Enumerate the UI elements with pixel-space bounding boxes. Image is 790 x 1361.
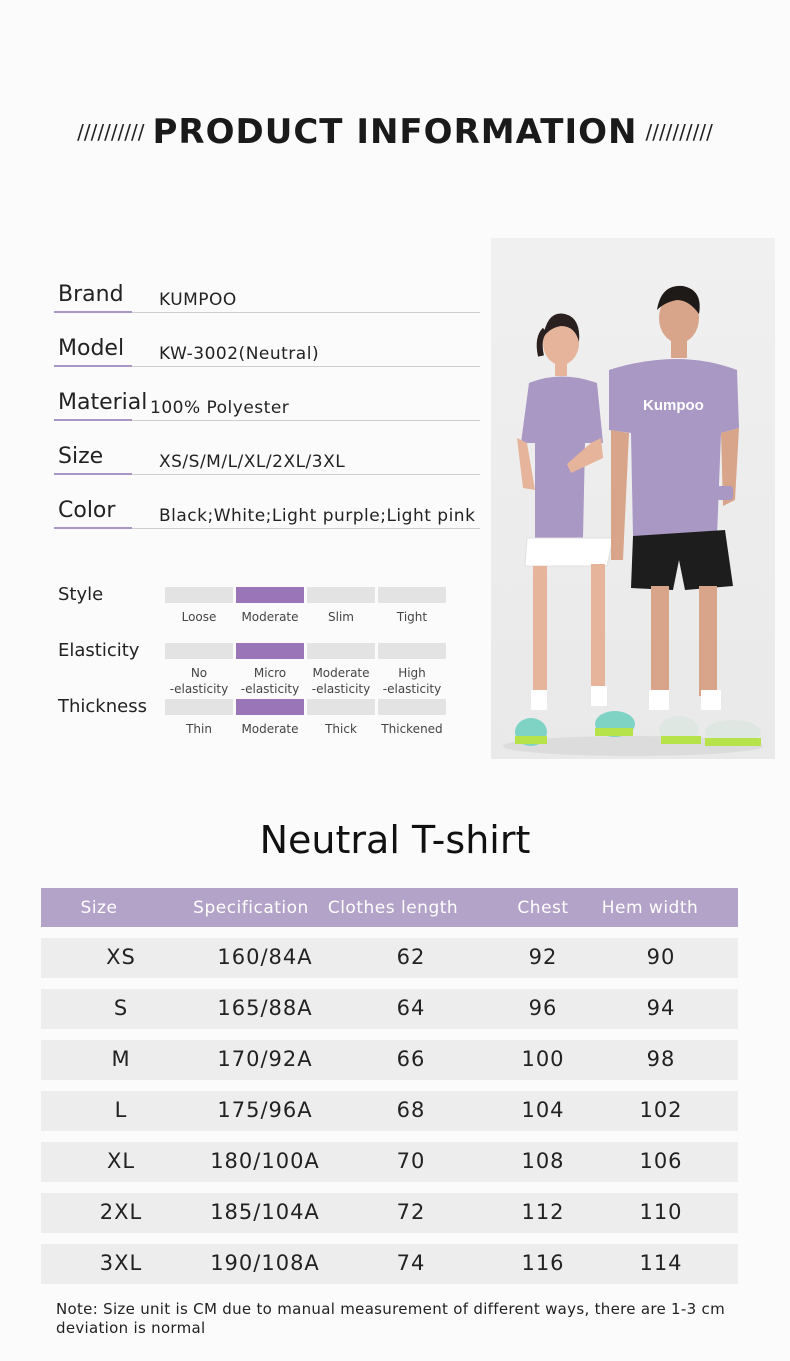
- table-cell: 64: [396, 996, 426, 1020]
- scale-segment: [307, 699, 375, 715]
- table-cell: 98: [646, 1047, 676, 1071]
- section-title: Neutral T-shirt: [259, 818, 531, 862]
- table-cell: 175/96A: [217, 1098, 313, 1122]
- male-model: [609, 286, 761, 746]
- table-cell: 74: [396, 1251, 426, 1275]
- table-cell: 108: [521, 1149, 565, 1173]
- product-photo: [491, 238, 775, 759]
- scale-option-label: Micro -elasticity: [240, 666, 300, 696]
- table-row: [41, 938, 738, 978]
- table-cell: 114: [639, 1251, 683, 1275]
- table-cell: 100: [521, 1047, 565, 1071]
- scale-option-label: Moderate: [241, 610, 299, 624]
- table-row: [41, 1091, 738, 1131]
- table-cell: 110: [639, 1200, 683, 1224]
- column-header-size: Size: [80, 898, 118, 918]
- spec-label: Model: [58, 336, 125, 361]
- spec-value: Black;White;Light purple;Light pink: [159, 506, 476, 526]
- table-row: [41, 1142, 738, 1182]
- scale-segment: [378, 699, 446, 715]
- table-cell: 170/92A: [217, 1047, 313, 1071]
- table-row: [41, 1040, 738, 1080]
- thickness-scale: [165, 699, 445, 736]
- table-cell: 94: [646, 996, 676, 1020]
- scale-option-label: Moderate -elasticity: [311, 666, 371, 696]
- table-cell: 92: [528, 945, 558, 969]
- spec-label-underline: [54, 527, 132, 529]
- spec-value: KW-3002(Neutral): [159, 344, 320, 364]
- table-cell: 2XL: [99, 1200, 143, 1224]
- table-cell: 160/84A: [217, 945, 313, 969]
- spec-label: Material: [58, 390, 148, 415]
- table-cell: 62: [396, 945, 426, 969]
- column-header-hem-width: Hem width: [601, 898, 699, 918]
- spec-label-underline: [54, 311, 132, 313]
- table-cell: 96: [528, 996, 558, 1020]
- scale-option-label: Loose: [181, 610, 217, 624]
- spec-value: KUMPOO: [159, 290, 237, 310]
- table-cell: M: [111, 1047, 131, 1071]
- scale-segment: [378, 643, 446, 659]
- spec-divider: [132, 528, 480, 529]
- scale-option-label: Moderate: [241, 722, 299, 736]
- scale-segment: [307, 587, 375, 603]
- table-cell: 70: [396, 1149, 426, 1173]
- decorative-slashes-left: //////////: [77, 120, 145, 144]
- scale-segment: [165, 643, 233, 659]
- scale-segment-selected: [236, 643, 304, 659]
- models-illustration: [491, 238, 775, 759]
- scale-segment-selected: [236, 699, 304, 715]
- spec-label-underline: [54, 473, 132, 475]
- column-header-chest: Chest: [517, 898, 569, 918]
- scale-segment: [307, 643, 375, 659]
- decorative-slashes-right: //////////: [645, 120, 713, 144]
- spec-label-underline: [54, 365, 132, 367]
- page-title: PRODUCT INFORMATION: [152, 112, 638, 152]
- table-cell: 68: [396, 1098, 426, 1122]
- scale-option-label: Thickened: [381, 722, 443, 736]
- table-cell: 72: [396, 1200, 426, 1224]
- table-row: [41, 989, 738, 1029]
- elasticity-scale: [165, 643, 445, 696]
- table-row: [41, 1244, 738, 1284]
- table-cell: 116: [521, 1251, 565, 1275]
- table-cell: 112: [521, 1200, 565, 1224]
- attr-label-thickness: Thickness: [58, 696, 147, 717]
- spec-value: 100% Polyester: [150, 398, 290, 418]
- spec-label: Color: [58, 498, 116, 523]
- scale-segment: [378, 587, 446, 603]
- spec-divider: [132, 366, 480, 367]
- shirt-logo-text: Kumpoo: [643, 397, 704, 414]
- scale-option-label: No -elasticity: [169, 666, 229, 696]
- table-cell: S: [113, 996, 129, 1020]
- scale-option-label: Tight: [396, 610, 428, 624]
- style-scale: [165, 587, 445, 624]
- table-cell: XL: [106, 1149, 136, 1173]
- table-cell: 104: [521, 1098, 565, 1122]
- scale-segment: [165, 587, 233, 603]
- column-header-specification: Specification: [193, 898, 309, 918]
- size-table-header: [41, 888, 738, 927]
- table-cell: 190/108A: [210, 1251, 320, 1275]
- table-cell: 165/88A: [217, 996, 313, 1020]
- table-cell: 106: [639, 1149, 683, 1173]
- size-note: Note: Size unit is CM due to manual measurement of different ways, there are 1-3 cm deviation is normal: [56, 1300, 725, 1337]
- table-row: [41, 1193, 738, 1233]
- spec-divider: [132, 312, 480, 313]
- scale-segment: [165, 699, 233, 715]
- page-header: [0, 110, 790, 154]
- spec-row-brand: [54, 280, 480, 334]
- table-cell: XS: [106, 945, 136, 969]
- table-cell: L: [114, 1098, 128, 1122]
- table-cell: 102: [639, 1098, 683, 1122]
- table-cell: 90: [646, 945, 676, 969]
- spec-label-underline: [54, 419, 132, 421]
- scale-option-label: Slim: [328, 610, 354, 624]
- spec-row-size: [54, 442, 480, 496]
- spec-divider: [132, 420, 480, 421]
- spec-label: Size: [58, 444, 104, 469]
- table-cell: 66: [396, 1047, 426, 1071]
- table-cell: 3XL: [99, 1251, 143, 1275]
- scale-option-label: Thick: [325, 722, 357, 736]
- table-cell: 180/100A: [210, 1149, 320, 1173]
- spec-row-color: [54, 496, 480, 550]
- spec-divider: [132, 474, 480, 475]
- scale-option-label: High -elasticity: [382, 666, 442, 696]
- attr-label-style: Style: [58, 584, 104, 605]
- column-header-clothes-length: Clothes length: [327, 898, 459, 918]
- spec-row-model: [54, 334, 480, 388]
- table-cell: 185/104A: [210, 1200, 320, 1224]
- spec-value: XS/S/M/L/XL/2XL/3XL: [159, 452, 346, 472]
- spec-row-material: [54, 388, 480, 442]
- scale-option-label: Thin: [186, 722, 212, 736]
- attr-label-elasticity: Elasticity: [58, 640, 140, 661]
- spec-label: Brand: [58, 282, 124, 307]
- scale-segment-selected: [236, 587, 304, 603]
